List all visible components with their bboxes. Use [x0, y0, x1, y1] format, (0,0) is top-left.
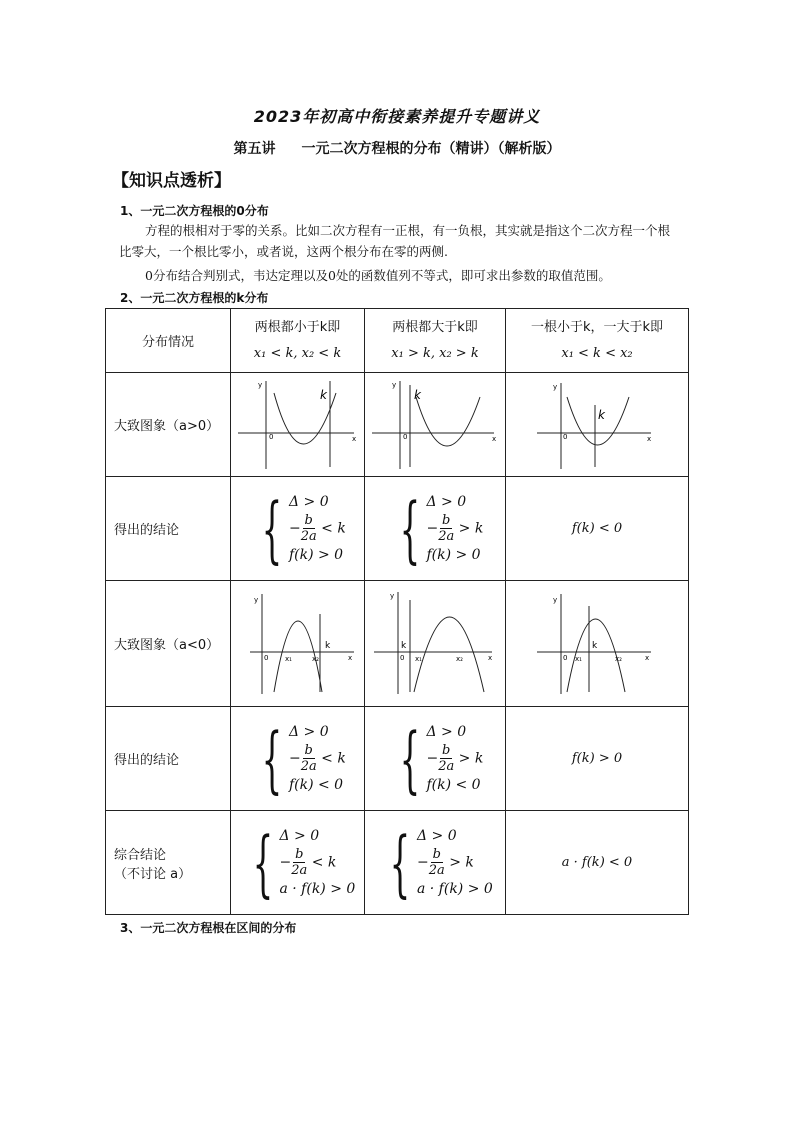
graph-cell	[231, 581, 365, 707]
condition-discriminant: Δ > 0	[288, 494, 329, 510]
y-label: y	[390, 591, 395, 600]
axis-relation: > k	[449, 854, 474, 871]
row-case	[106, 309, 689, 373]
condition-axis	[289, 513, 346, 544]
heading-k-distribution: 2、一元二次方程根的k分布	[120, 291, 269, 305]
y-label: y	[553, 382, 558, 391]
lecture-number: 第五讲	[233, 141, 276, 157]
label-graph-positive: 大致图象（a>0）	[106, 373, 231, 477]
fraction-numerator: b	[432, 847, 441, 862]
case-title: 两根都大于k即	[392, 319, 478, 335]
minus-sign: −	[288, 750, 301, 767]
fraction	[301, 743, 317, 774]
case-condition: x₁ < k, x₂ < k	[253, 345, 342, 361]
condition-axis	[289, 743, 346, 774]
k-label: k	[324, 640, 330, 651]
root-x2-label: x₂	[456, 654, 463, 663]
fraction	[438, 513, 454, 544]
condition-axis	[417, 847, 493, 878]
condition-function-value: a · f(k) > 0	[279, 881, 356, 897]
fraction-denominator: 2a	[300, 759, 317, 774]
system-cell	[365, 477, 506, 581]
fraction-denominator: 2a	[438, 529, 455, 544]
axis-relation: < k	[321, 750, 346, 767]
condition-discriminant: Δ > 0	[426, 724, 467, 740]
origin-label: 0	[263, 653, 268, 662]
x-label: x	[645, 653, 650, 662]
origin-label: 0	[400, 653, 405, 662]
condition-discriminant: Δ > 0	[288, 724, 329, 740]
label-conclusion: 得出的结论	[106, 707, 231, 811]
condition-function-value: f(k) > 0	[426, 547, 481, 563]
parabola-curve	[414, 617, 484, 692]
k-label: k	[592, 640, 598, 651]
fraction	[438, 743, 454, 774]
fraction-numerator: b	[442, 513, 451, 528]
lecture-topic: 一元二次方程根的分布（精讲）（解析版）	[301, 141, 561, 157]
y-label: y	[253, 595, 258, 604]
brace-icon: {	[399, 486, 420, 571]
fraction-numerator: b	[304, 743, 313, 758]
section-heading: 【知识点透析】	[112, 171, 231, 191]
origin-label: 0	[268, 432, 273, 441]
case-condition: x₁ < k < x₂	[561, 345, 633, 361]
row-conclusion-negative	[106, 707, 689, 811]
fraction	[291, 847, 307, 878]
y-label: y	[553, 595, 558, 604]
x-label: x	[347, 653, 352, 662]
condition-function-value: f(k) > 0	[288, 547, 344, 563]
label-combined	[106, 811, 231, 915]
inequality-system	[377, 820, 493, 905]
inequality-system	[249, 486, 346, 571]
parabola-down-straddle-graph	[535, 586, 659, 698]
x-label: x	[488, 653, 493, 662]
system-cell	[231, 811, 365, 915]
x-label: x	[647, 434, 652, 443]
minus-sign: −	[416, 854, 429, 871]
root-x2-label: x₂	[615, 654, 622, 663]
fraction	[429, 847, 445, 878]
row-graph-negative	[106, 581, 689, 707]
axis-relation: < k	[311, 854, 337, 871]
fraction-numerator: b	[304, 513, 313, 528]
condition-discriminant: Δ > 0	[279, 828, 320, 844]
paragraph-zero-intro	[119, 220, 679, 262]
k-label: k	[319, 387, 327, 402]
case-condition: x₁ > k, x₂ > k	[391, 345, 479, 361]
parabola-down-both-greater-graph	[370, 586, 500, 698]
system-cell	[365, 707, 506, 811]
condition-discriminant: Δ > 0	[416, 828, 457, 844]
system-cell	[231, 477, 365, 581]
label-conclusion: 得出的结论	[106, 477, 231, 581]
system-cell	[231, 707, 365, 811]
k-label: k	[598, 407, 605, 422]
parabola-up-both-less-graph	[236, 375, 360, 471]
single-condition: a · f(k) < 0	[506, 811, 689, 915]
case-straddle	[506, 309, 689, 373]
minus-sign: −	[426, 750, 439, 767]
inequality-system	[240, 820, 356, 905]
paragraph-zero-method	[119, 265, 679, 286]
label-case: 分布情况	[106, 309, 231, 373]
parabola-up-both-greater-graph	[370, 375, 500, 471]
minus-sign: −	[288, 520, 301, 537]
fraction-denominator: 2a	[300, 529, 317, 544]
paragraph-zero-text: 方程的根相对于零的关系。比如二次方程有一正根，有一负根，其实就是指这个二次方程一个根比零大，一个根比零小，或者说，这两个根分布在零的两侧.	[119, 223, 671, 259]
case-title: 两根都小于k即	[254, 319, 341, 335]
brace-icon: {	[261, 486, 283, 571]
condition-function-value: f(k) < 0	[288, 777, 344, 793]
heading-interval-distribution: 3、一元二次方程根在区间的分布	[120, 921, 297, 935]
inequality-system	[387, 486, 484, 571]
case-title: 一根小于k，一大于k即	[530, 319, 664, 335]
brace-icon: {	[389, 820, 411, 905]
fraction-numerator: b	[295, 847, 304, 862]
root-x1-label: x₁	[284, 654, 292, 663]
single-condition: f(k) > 0	[506, 707, 689, 811]
condition-axis	[279, 847, 355, 878]
minus-sign: −	[279, 854, 292, 871]
brace-icon: {	[261, 716, 283, 801]
brace-icon: {	[399, 716, 420, 801]
parabola-down-both-less-graph	[236, 586, 360, 698]
fraction-denominator: 2a	[428, 863, 445, 878]
axis-relation: > k	[458, 750, 484, 767]
origin-label: 0	[563, 653, 568, 662]
case-both-greater	[365, 309, 506, 373]
inequality-system	[249, 716, 346, 801]
condition-function-value: a · f(k) > 0	[416, 881, 493, 897]
root-x1-label: x₁	[575, 654, 582, 663]
x-label: x	[492, 434, 497, 443]
k-distribution-table	[105, 308, 689, 915]
graph-cell	[506, 373, 689, 477]
system-cell	[365, 811, 506, 915]
y-label: y	[257, 380, 262, 389]
condition-axis	[426, 513, 483, 544]
y-label: y	[392, 380, 397, 389]
condition-discriminant: Δ > 0	[426, 494, 467, 510]
graph-cell	[365, 581, 506, 707]
graph-cell	[506, 581, 689, 707]
combined-note: （不讨论 a）	[114, 866, 192, 882]
single-condition: f(k) < 0	[506, 477, 689, 581]
k-label: k	[414, 387, 421, 402]
row-conclusion-positive	[106, 477, 689, 581]
fraction-denominator: 2a	[291, 863, 308, 878]
label-graph-negative: 大致图象（a<0）	[106, 581, 231, 707]
fraction-denominator: 2a	[438, 759, 455, 774]
brace-icon: {	[252, 820, 273, 905]
fraction	[301, 513, 317, 544]
inequality-system	[387, 716, 484, 801]
heading-zero-distribution: 1、一元二次方程根的0分布	[120, 204, 269, 218]
origin-label: 0	[403, 432, 408, 441]
axis-relation: > k	[458, 520, 484, 537]
paragraph-method-text: 0分布结合判别式，韦达定理以及0处的函数值列不等式，即可求出参数的取值范围。	[145, 268, 611, 283]
case-both-less	[231, 309, 365, 373]
root-x2-label: x₂	[311, 654, 319, 663]
minus-sign: −	[426, 520, 439, 537]
lecture-title	[0, 138, 794, 158]
document-title: 2023年初高中衔接素养提升专题讲义	[253, 107, 541, 126]
k-label: k	[401, 640, 407, 651]
axis-relation: < k	[321, 520, 346, 537]
parabola-up-straddle-graph	[535, 375, 659, 471]
root-x1-label: x₁	[415, 654, 422, 663]
fraction-numerator: b	[442, 743, 451, 758]
x-label: x	[351, 434, 356, 443]
origin-label: 0	[563, 432, 568, 441]
graph-cell	[365, 373, 506, 477]
row-graph-positive	[106, 373, 689, 477]
graph-cell	[231, 373, 365, 477]
condition-function-value: f(k) < 0	[426, 777, 481, 793]
row-combined	[106, 811, 689, 915]
condition-axis	[426, 743, 483, 774]
parabola-curve	[416, 397, 480, 446]
combined-title: 综合结论	[114, 847, 167, 863]
